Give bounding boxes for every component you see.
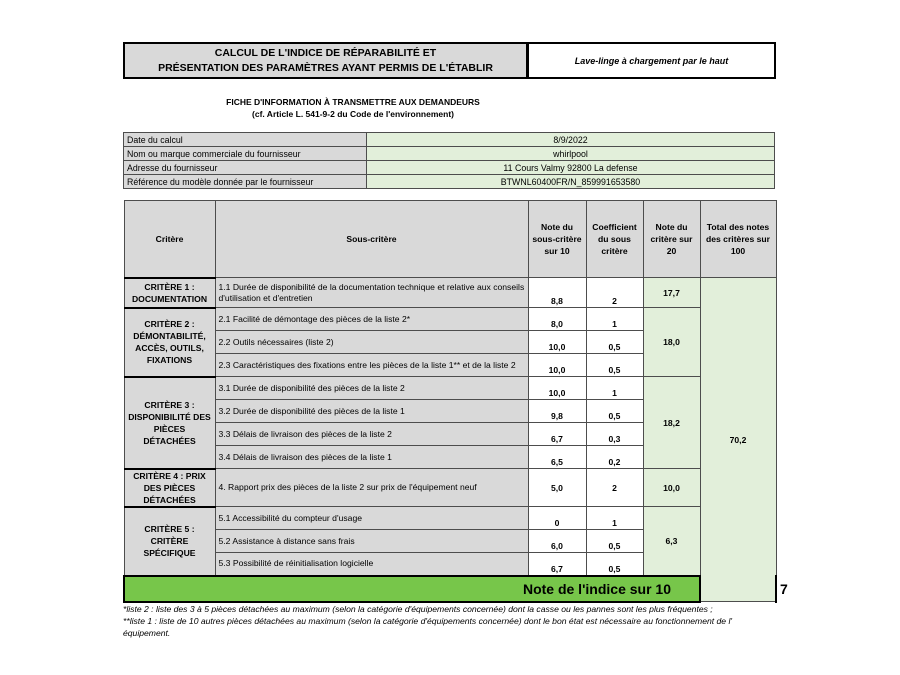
table-row <box>124 377 776 400</box>
header-total: Total des notes des critères sur 100 <box>700 201 776 278</box>
criterion-2-label: CRITÈRE 2 : DÉMONTABILITÉ, ACCÈS, OUTILS, FIXATIONS <box>124 308 215 377</box>
sub-criterion-note: 5,0 <box>528 469 586 507</box>
total-score: 70,2 <box>700 278 776 602</box>
sub-criterion-label: 3.1 Durée de disponibilité des pièces de la liste 2 <box>215 377 528 400</box>
info-label: Référence du modèle donnée par le fournisseur <box>124 175 367 189</box>
criterion-4-score: 10,0 <box>643 469 700 507</box>
criterion-1-score: 17,7 <box>643 278 700 308</box>
sub-criterion-label: 3.4 Délais de livraison des pièces de la liste 1 <box>215 446 528 469</box>
sub-criterion-coef: 0,5 <box>586 530 643 553</box>
info-row-address <box>124 161 775 175</box>
sub-criterion-note: 6,7 <box>528 423 586 446</box>
header-sous-critere: Sous-critère <box>215 201 528 278</box>
info-label: Date du calcul <box>124 133 367 147</box>
sub-criterion-label: 4. Rapport prix des pièces de la liste 2 sur prix de l'équipement neuf <box>215 469 528 507</box>
footnotes <box>123 603 783 639</box>
sub-criterion-label: 5.2 Assistance à distance sans frais <box>215 530 528 553</box>
criterion-3-score: 18,2 <box>643 377 700 469</box>
sub-criterion-label: 1.1 Durée de disponibilité de la documentation technique et relative aux conseils d'utilisation et d'entretien <box>215 278 528 308</box>
sub-criterion-note: 6,5 <box>528 446 586 469</box>
criterion-2-score: 18,0 <box>643 308 700 377</box>
sub-criterion-coef: 1 <box>586 507 643 530</box>
product-type: Lave-linge à chargement par le haut <box>527 42 776 79</box>
footnote-list-2: *liste 2 : liste des 3 à 5 pièces détachées au maximum (selon la catégorie d'équipements concernée) dont la casse ou les pannes sont les plus fréquentes ; <box>123 604 713 614</box>
header-coefficient: Coefficient du sous critère <box>586 201 643 278</box>
sub-criterion-note: 10,0 <box>528 377 586 400</box>
info-row-reference <box>124 175 775 189</box>
footnote-list-1-continued: équipement. <box>123 628 171 638</box>
criterion-4-label: CRITÈRE 4 : PRIX DES PIÈCES DÉTACHÉES <box>124 469 215 507</box>
sub-criterion-note: 6,7 <box>528 553 586 576</box>
sheet-subtitle <box>123 96 583 120</box>
info-value: 8/9/2022 <box>367 133 775 147</box>
subtitle-line-1: FICHE D'INFORMATION À TRANSMETTRE AUX DEMANDEURS <box>226 97 480 107</box>
table-header-row <box>124 201 776 278</box>
header-critere: Critère <box>124 201 215 278</box>
table-row <box>124 507 776 530</box>
criterion-1-label: CRITÈRE 1 : DOCUMENTATION <box>124 278 215 308</box>
sub-criterion-coef: 1 <box>586 377 643 400</box>
info-label: Adresse du fournisseur <box>124 161 367 175</box>
sub-criterion-coef: 0,5 <box>586 331 643 354</box>
sub-criterion-coef: 2 <box>586 278 643 308</box>
sub-criterion-coef: 0,5 <box>586 400 643 423</box>
footnote-list-1: **liste 1 : liste de 10 autres pièces détachées au maximum (selon la catégorie d'équipements concernée) dont le bon état est nécessaire au fonctionnement de l' <box>123 616 733 626</box>
criterion-5-label: CRITÈRE 5 : CRITÈRE SPÉCIFIQUE <box>124 507 215 576</box>
sub-criterion-coef: 0,2 <box>586 446 643 469</box>
sub-criterion-note: 8,0 <box>528 308 586 331</box>
document-title <box>123 42 528 79</box>
title-line-2: PRÉSENTATION DES PARAMÈTRES AYANT PERMIS DE L'ÉTABLIR <box>158 61 493 74</box>
table-row <box>124 308 776 331</box>
sub-criterion-label: 3.2 Durée de disponibilité des pièces de la liste 1 <box>215 400 528 423</box>
subtitle-line-2: (cf. Article L. 541-9-2 du Code de l'environnement) <box>252 109 454 119</box>
sub-criterion-coef: 2 <box>586 469 643 507</box>
info-row-brand <box>124 147 775 161</box>
sub-criterion-label: 5.3 Possibilité de réinitialisation logicielle <box>215 553 528 576</box>
header-note-sous-critere: Note du sous-critère sur 10 <box>528 201 586 278</box>
criterion-5-score: 6,3 <box>643 507 700 576</box>
sub-criterion-coef: 0,3 <box>586 423 643 446</box>
supplier-info-table <box>123 132 775 189</box>
info-row-date <box>124 133 775 147</box>
sub-criterion-note: 10,0 <box>528 354 586 377</box>
criterion-3-label: CRITÈRE 3 : DISPONIBILITÉ DES PIÈCES DÉTACHÉES <box>124 377 215 469</box>
title-line-1: CALCUL DE L'INDICE DE RÉPARABILITÉ ET <box>214 46 437 59</box>
sub-criterion-label: 2.2 Outils nécessaires (liste 2) <box>215 331 528 354</box>
sub-criterion-coef: 0,5 <box>586 354 643 377</box>
info-value: 11 Cours Valmy 92800 La defense <box>367 161 775 175</box>
repairability-table <box>123 200 788 603</box>
sub-criterion-label: 2.1 Facilité de démontage des pièces de la liste 2* <box>215 308 528 331</box>
sub-criterion-coef: 1 <box>586 308 643 331</box>
header-note-critere: Note du critère sur 20 <box>643 201 700 278</box>
sub-criterion-note: 8,8 <box>528 278 586 308</box>
sub-criterion-note: 9,8 <box>528 400 586 423</box>
sub-criterion-coef: 0,5 <box>586 553 643 576</box>
final-score-row: Note de l'indice sur 10 7 <box>124 576 776 602</box>
sub-criterion-note: 10,0 <box>528 331 586 354</box>
info-value: BTWNL60400FR/N_859991653580 <box>367 175 775 189</box>
sub-criterion-label: 5.1 Accessibilité du compteur d'usage <box>215 507 528 530</box>
sub-criterion-note: 6,0 <box>528 530 586 553</box>
info-label: Nom ou marque commerciale du fournisseur <box>124 147 367 161</box>
table-row <box>124 278 776 308</box>
table-row <box>124 469 776 507</box>
sub-criterion-note: 0 <box>528 507 586 530</box>
sub-criterion-label: 3.3 Délais de livraison des pièces de la liste 2 <box>215 423 528 446</box>
info-value: whirlpool <box>367 147 775 161</box>
final-score-label: Note de l'indice sur 10 <box>124 576 700 602</box>
sub-criterion-label: 2.3 Caractéristiques des fixations entre les pièces de la liste 1** et de la liste 2 <box>215 354 528 377</box>
